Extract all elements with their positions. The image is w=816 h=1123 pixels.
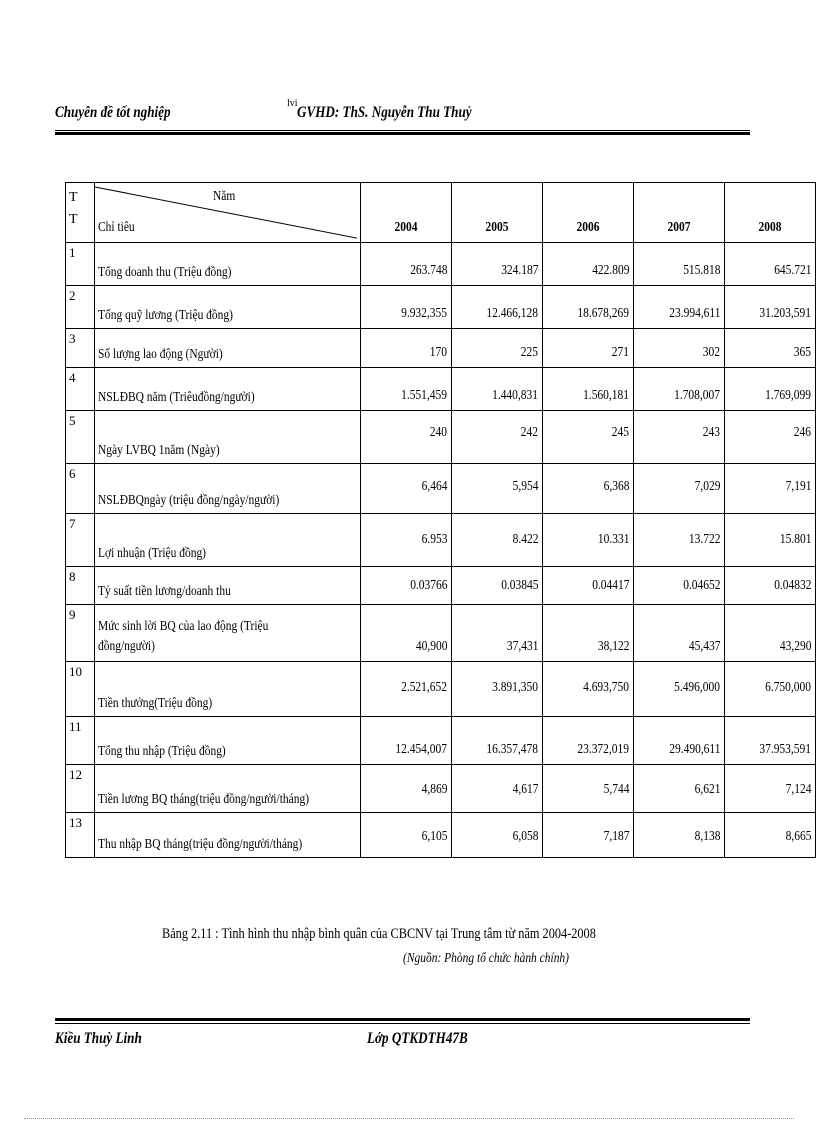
cell-value: 245 — [543, 411, 634, 464]
cell-value: 225 — [452, 329, 543, 368]
footer-rule-thin — [55, 1023, 750, 1024]
year-header: 2007 — [634, 183, 725, 243]
cell-value: 5,954 — [452, 464, 543, 514]
table-row — [66, 514, 816, 567]
cell-value: 0.03845 — [452, 567, 543, 605]
cell-value: 8,665 — [725, 813, 816, 858]
table-row — [66, 329, 816, 368]
cell-value: 365 — [725, 329, 816, 368]
table-row — [66, 765, 816, 813]
cell-value: 1.769,099 — [725, 368, 816, 411]
cell-value: 0.04652 — [634, 567, 725, 605]
row-label: NSLĐBQngày (triệu đồng/ngày/người) — [95, 464, 361, 514]
header-supervisor: GVHD: ThS. Nguyễn Thu Thuỷ — [297, 104, 472, 121]
cell-value: 12.466,128 — [452, 286, 543, 329]
cell-value: 23.372,019 — [543, 717, 634, 765]
cell-value: 4,869 — [361, 765, 452, 813]
cell-value: 8,138 — [634, 813, 725, 858]
row-label: Tiền lương BQ tháng(triệu đồng/người/tháng) — [95, 765, 361, 813]
page-header — [55, 98, 750, 122]
row-label: Tổng doanh thu (Triệu đồng) — [95, 243, 361, 286]
row-label: Tổng thu nhập (Triệu đồng) — [95, 717, 361, 765]
cell-value: 246 — [725, 411, 816, 464]
cell-value: 645.721 — [725, 243, 816, 286]
row-label: NSLĐBQ năm (Triêuđồng/người) — [95, 368, 361, 411]
cell-value: 9.932,355 — [361, 286, 452, 329]
cell-value: 3.891,350 — [452, 662, 543, 717]
cell-value: 2.521,652 — [361, 662, 452, 717]
row-number: 6 — [66, 464, 95, 514]
cell-value: 40,900 — [361, 605, 452, 662]
cell-value: 6,058 — [452, 813, 543, 858]
cell-value: 6,621 — [634, 765, 725, 813]
header-rule-thin — [55, 130, 750, 131]
row-label: Lợi nhuận (Triệu đồng) — [95, 514, 361, 567]
cell-value: 170 — [361, 329, 452, 368]
table-source: (Nguồn: Phòng tổ chức hành chính) — [403, 951, 569, 966]
row-number: 5 — [66, 411, 95, 464]
row-number: 9 — [66, 605, 95, 662]
cell-value: 4,617 — [452, 765, 543, 813]
row-number: 1 — [66, 243, 95, 286]
cell-value: 6.750,000 — [725, 662, 816, 717]
header-rule-thick — [55, 132, 750, 135]
cell-value: 515.818 — [634, 243, 725, 286]
cell-value: 18.678,269 — [543, 286, 634, 329]
cell-value: 6,105 — [361, 813, 452, 858]
cell-value: 1.440,831 — [452, 368, 543, 411]
table-row — [66, 662, 816, 717]
cell-value: 6,464 — [361, 464, 452, 514]
cell-value: 29.490,611 — [634, 717, 725, 765]
row-number: 7 — [66, 514, 95, 567]
row-number: 2 — [66, 286, 95, 329]
cell-value: 1.560,181 — [543, 368, 634, 411]
year-header: 2006 — [543, 183, 634, 243]
cell-value: 243 — [634, 411, 725, 464]
cell-value: 12.454,007 — [361, 717, 452, 765]
row-number: 10 — [66, 662, 95, 717]
row-label: Số lượng lao động (Người) — [95, 329, 361, 368]
cell-value: 45,437 — [634, 605, 725, 662]
cell-value: 43,290 — [725, 605, 816, 662]
row-number: 8 — [66, 567, 95, 605]
year-axis-label: Năm — [213, 189, 236, 204]
table-row — [66, 717, 816, 765]
cell-value: 38,122 — [543, 605, 634, 662]
cell-value: 1.708,007 — [634, 368, 725, 411]
row-number: 11 — [66, 717, 95, 765]
footer-class: Lớp QTKDTH47B — [367, 1030, 468, 1047]
cell-value: 302 — [634, 329, 725, 368]
cell-value: 4.693,750 — [543, 662, 634, 717]
cell-value: 263.748 — [361, 243, 452, 286]
row-label: Thu nhập BQ tháng(triệu đồng/người/tháng) — [95, 813, 361, 858]
row-number: 4 — [66, 368, 95, 411]
cell-value: 10.331 — [543, 514, 634, 567]
cell-value: 0.03766 — [361, 567, 452, 605]
cell-value: 7,029 — [634, 464, 725, 514]
tt-header-bottom: T — [69, 212, 78, 227]
tt-header-cell — [66, 183, 95, 243]
footer-author: Kiều Thuỳ Linh — [55, 1030, 142, 1047]
cell-value: 37,431 — [452, 605, 543, 662]
income-table — [65, 182, 816, 858]
row-number: 13 — [66, 813, 95, 858]
bottom-dotted-line — [24, 1118, 794, 1119]
cell-value: 8.422 — [452, 514, 543, 567]
cell-value: 1.551,459 — [361, 368, 452, 411]
row-label: Ngày LVBQ 1năm (Ngày) — [95, 411, 361, 464]
cell-value: 240 — [361, 411, 452, 464]
cell-value: 0.04417 — [543, 567, 634, 605]
table-row — [66, 813, 816, 858]
cell-value: 0.04832 — [725, 567, 816, 605]
cell-value: 271 — [543, 329, 634, 368]
table-row — [66, 368, 816, 411]
table-row — [66, 464, 816, 514]
table-caption: Bảng 2.11 : Tình hình thu nhập bình quân của CBCNV tại Trung tâm từ năm 2004-2008 — [162, 926, 596, 942]
table-row — [66, 411, 816, 464]
row-number: 12 — [66, 765, 95, 813]
header-note: lvi — [287, 98, 298, 109]
cell-value: 5.496,000 — [634, 662, 725, 717]
header-title: Chuyên đề tốt nghiệp — [55, 104, 171, 121]
row-label: Tổng quỹ lương (Triệu đồng) — [95, 286, 361, 329]
cell-value: 13.722 — [634, 514, 725, 567]
cell-value: 7,191 — [725, 464, 816, 514]
table-row — [66, 286, 816, 329]
indicator-axis-label: Chỉ tiêu — [98, 220, 135, 235]
tt-header-top: T — [69, 190, 78, 205]
cell-value: 7,187 — [543, 813, 634, 858]
table-row — [66, 243, 816, 286]
cell-value: 6.953 — [361, 514, 452, 567]
table-row — [66, 567, 816, 605]
cell-value: 6,368 — [543, 464, 634, 514]
cell-value: 31.203,591 — [725, 286, 816, 329]
cell-value: 7,124 — [725, 765, 816, 813]
row-label: Tỷ suất tiền lương/doanh thu — [95, 567, 361, 605]
cell-value: 15.801 — [725, 514, 816, 567]
row-label: Mức sinh lời BQ của lao động (Triệu đồng/người) — [95, 605, 361, 662]
cell-value: 324.187 — [452, 243, 543, 286]
cell-value: 23.994,611 — [634, 286, 725, 329]
row-label: Tiền thưởng(Triệu đồng) — [95, 662, 361, 717]
cell-value: 37.953,591 — [725, 717, 816, 765]
year-header: 2005 — [452, 183, 543, 243]
footer-rule-thick — [55, 1018, 750, 1021]
table-row — [66, 605, 816, 662]
diagonal-header-cell — [95, 183, 361, 243]
cell-value: 16.357,478 — [452, 717, 543, 765]
year-header: 2008 — [725, 183, 816, 243]
cell-value: 422.809 — [543, 243, 634, 286]
table-header-row — [66, 183, 816, 243]
page-footer — [55, 1030, 750, 1054]
year-header: 2004 — [361, 183, 452, 243]
cell-value: 242 — [452, 411, 543, 464]
cell-value: 5,744 — [543, 765, 634, 813]
row-number: 3 — [66, 329, 95, 368]
